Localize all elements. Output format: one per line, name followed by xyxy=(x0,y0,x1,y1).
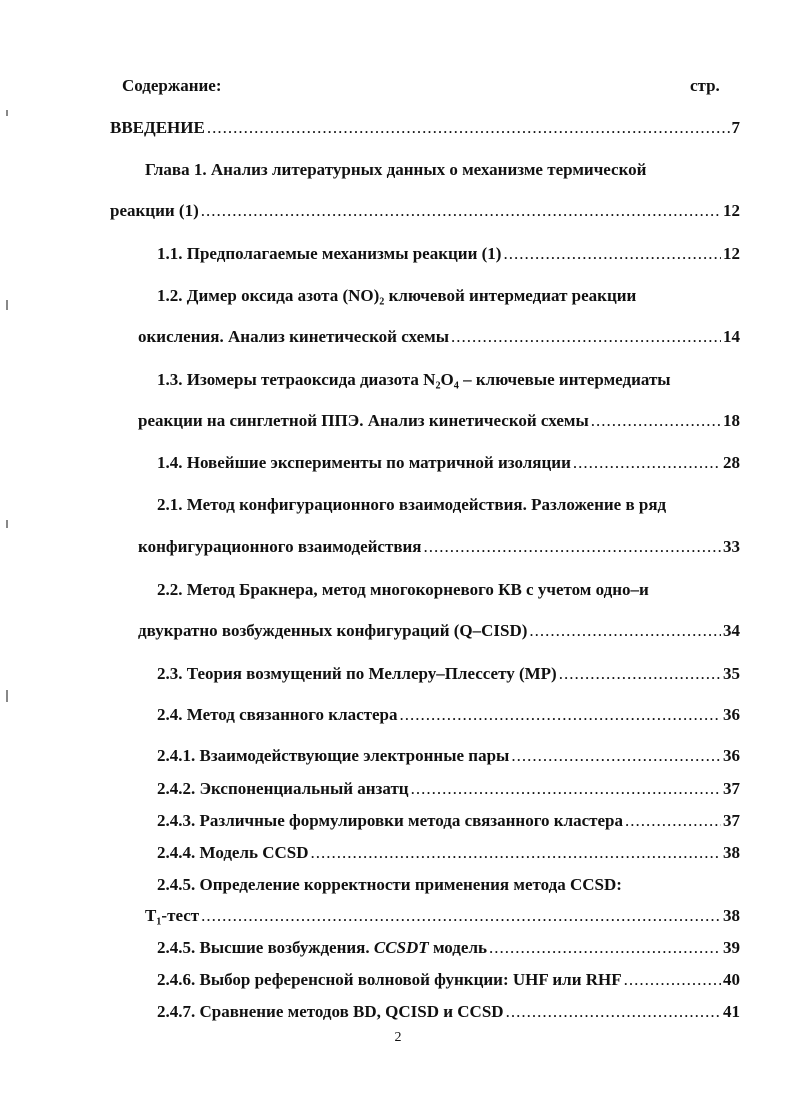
toc-entry-page: 38 xyxy=(723,906,740,925)
toc-entry-page: 36 xyxy=(723,705,740,724)
toc-entry xyxy=(157,938,740,958)
toc-entry-title: 1.3. Изомеры тетраоксида диазота N₂O₄ – ключевые интермедиаты xyxy=(157,370,671,389)
toc-entry-title: T₁-тест xyxy=(145,906,200,925)
toc-entry-title: реакции (1) xyxy=(110,201,199,220)
toc-entry xyxy=(110,118,740,138)
toc-entry-title: конфигурационного взаимодействия xyxy=(138,537,422,556)
scan-artifact xyxy=(6,520,8,528)
toc-entry-page: 18 xyxy=(723,411,740,430)
leader-dots xyxy=(489,938,721,958)
toc-entry-title: 2.4.3. Различные формулировки метода связанного кластера xyxy=(157,811,624,830)
leader-dots xyxy=(311,843,721,863)
toc-entry xyxy=(138,621,740,641)
toc-entry-page: 36 xyxy=(723,746,740,765)
toc-entry xyxy=(157,811,740,831)
toc-entry xyxy=(157,843,740,863)
toc-entry-page: 35 xyxy=(723,664,740,683)
toc-entry-title: 2.4.6. Выбор референсной волновой функции: UHF или RHF xyxy=(157,970,622,989)
toc-entry xyxy=(138,327,740,347)
toc-entry-page: 28 xyxy=(723,453,740,472)
toc-entry xyxy=(110,201,740,221)
leader-dots xyxy=(411,779,721,799)
toc-entry-page: 40 xyxy=(723,970,740,989)
toc-entry-page: 12 xyxy=(723,201,740,220)
toc-entry-page: 37 xyxy=(723,811,740,830)
leader-dots xyxy=(559,664,721,684)
toc-entry xyxy=(145,906,740,926)
toc-entry-title: 2.4. Метод связанного кластера xyxy=(157,705,398,724)
toc-entry-title: 2.4.5. Определение корректности применения метода CCSD: xyxy=(157,875,622,894)
toc-entry-page: 38 xyxy=(723,843,740,862)
toc-entry xyxy=(138,411,740,431)
toc-entry-title: 2.3. Теория возмущений по Меллеру–Плессету (МР) xyxy=(157,664,557,683)
toc-entry-page: 14 xyxy=(723,327,740,346)
title-part: 2.4.5. Высшие возбуждения. xyxy=(157,938,374,957)
toc-entry xyxy=(157,779,740,799)
toc-entry-page: 12 xyxy=(723,244,740,263)
leader-dots xyxy=(201,201,721,221)
leader-dots xyxy=(511,746,721,766)
toc-entry-title: 2.1. Метод конфигурационного взаимодействия. Разложение в ряд xyxy=(157,495,667,514)
leader-dots xyxy=(506,1002,721,1022)
page-number: 2 xyxy=(394,1030,402,1045)
toc-entry-page: 41 xyxy=(723,1002,740,1021)
toc-entry-page: 34 xyxy=(723,621,740,640)
toc-entry-title: Глава 1. Анализ литературных данных о механизме термической xyxy=(145,160,647,179)
toc-entry xyxy=(157,664,740,684)
leader-dots xyxy=(529,621,721,641)
leader-dots xyxy=(503,244,721,264)
toc-entry-page: 7 xyxy=(731,118,740,137)
toc-entry-page: 33 xyxy=(723,537,740,556)
toc-entry-page: 39 xyxy=(723,938,740,957)
leader-dots xyxy=(207,118,730,138)
toc-entry-title: 2.2. Метод Бракнера, метод многокорневого КВ с учетом одно–и xyxy=(157,580,649,599)
title-italic-part: CCSDT xyxy=(373,938,429,957)
toc-entry-title xyxy=(157,938,487,958)
leader-dots xyxy=(624,970,721,990)
toc-entry xyxy=(157,746,740,766)
toc-entry xyxy=(157,453,740,473)
title-part: модель xyxy=(428,938,487,957)
page-column-heading: стр. xyxy=(690,76,720,95)
toc-heading: Содержание: xyxy=(122,76,222,95)
leader-dots xyxy=(625,811,721,831)
toc-entry-title: 2.4.2. Экспоненциальный анзатц xyxy=(157,779,409,798)
scan-artifact xyxy=(6,110,8,116)
leader-dots xyxy=(591,411,721,431)
toc-entry-title: 2.4.7. Сравнение методов BD, QCISD и CCSD xyxy=(157,1002,504,1021)
toc-entry xyxy=(157,970,740,990)
toc-entry-title: окисления. Анализ кинетической схемы xyxy=(138,327,450,346)
leader-dots xyxy=(400,705,722,725)
toc-entry xyxy=(157,1002,740,1022)
leader-dots xyxy=(573,453,721,473)
leader-dots xyxy=(424,537,721,557)
toc-entry-title: 1.4. Новейшие эксперименты по матричной изоляции xyxy=(157,453,571,472)
scan-artifact xyxy=(6,300,8,310)
toc-entry-title: 1.2. Димер оксида азота (NO)₂ ключевой интермедиат реакции xyxy=(157,286,637,305)
toc-entry-title: двукратно возбужденных конфигураций (Q–CISD) xyxy=(138,621,528,640)
toc-entry-title: 2.4.4. Модель CCSD xyxy=(157,843,309,862)
toc-entry xyxy=(157,705,740,725)
scan-artifact xyxy=(6,690,8,702)
leader-dots xyxy=(451,327,721,347)
toc-entry-page: 37 xyxy=(723,779,740,798)
toc-entry xyxy=(138,537,740,557)
toc-entry-title: реакции на синглетной ППЭ. Анализ кинетической схемы xyxy=(138,411,589,430)
toc-entry-title: 1.1. Предполагаемые механизмы реакции (1) xyxy=(157,244,502,263)
toc-entry-title: 2.4.1. Взаимодействующие электронные пары xyxy=(157,746,510,765)
toc-entry xyxy=(157,244,740,264)
toc-entry-title: ВВЕДЕНИЕ xyxy=(110,118,205,137)
leader-dots xyxy=(201,906,721,926)
